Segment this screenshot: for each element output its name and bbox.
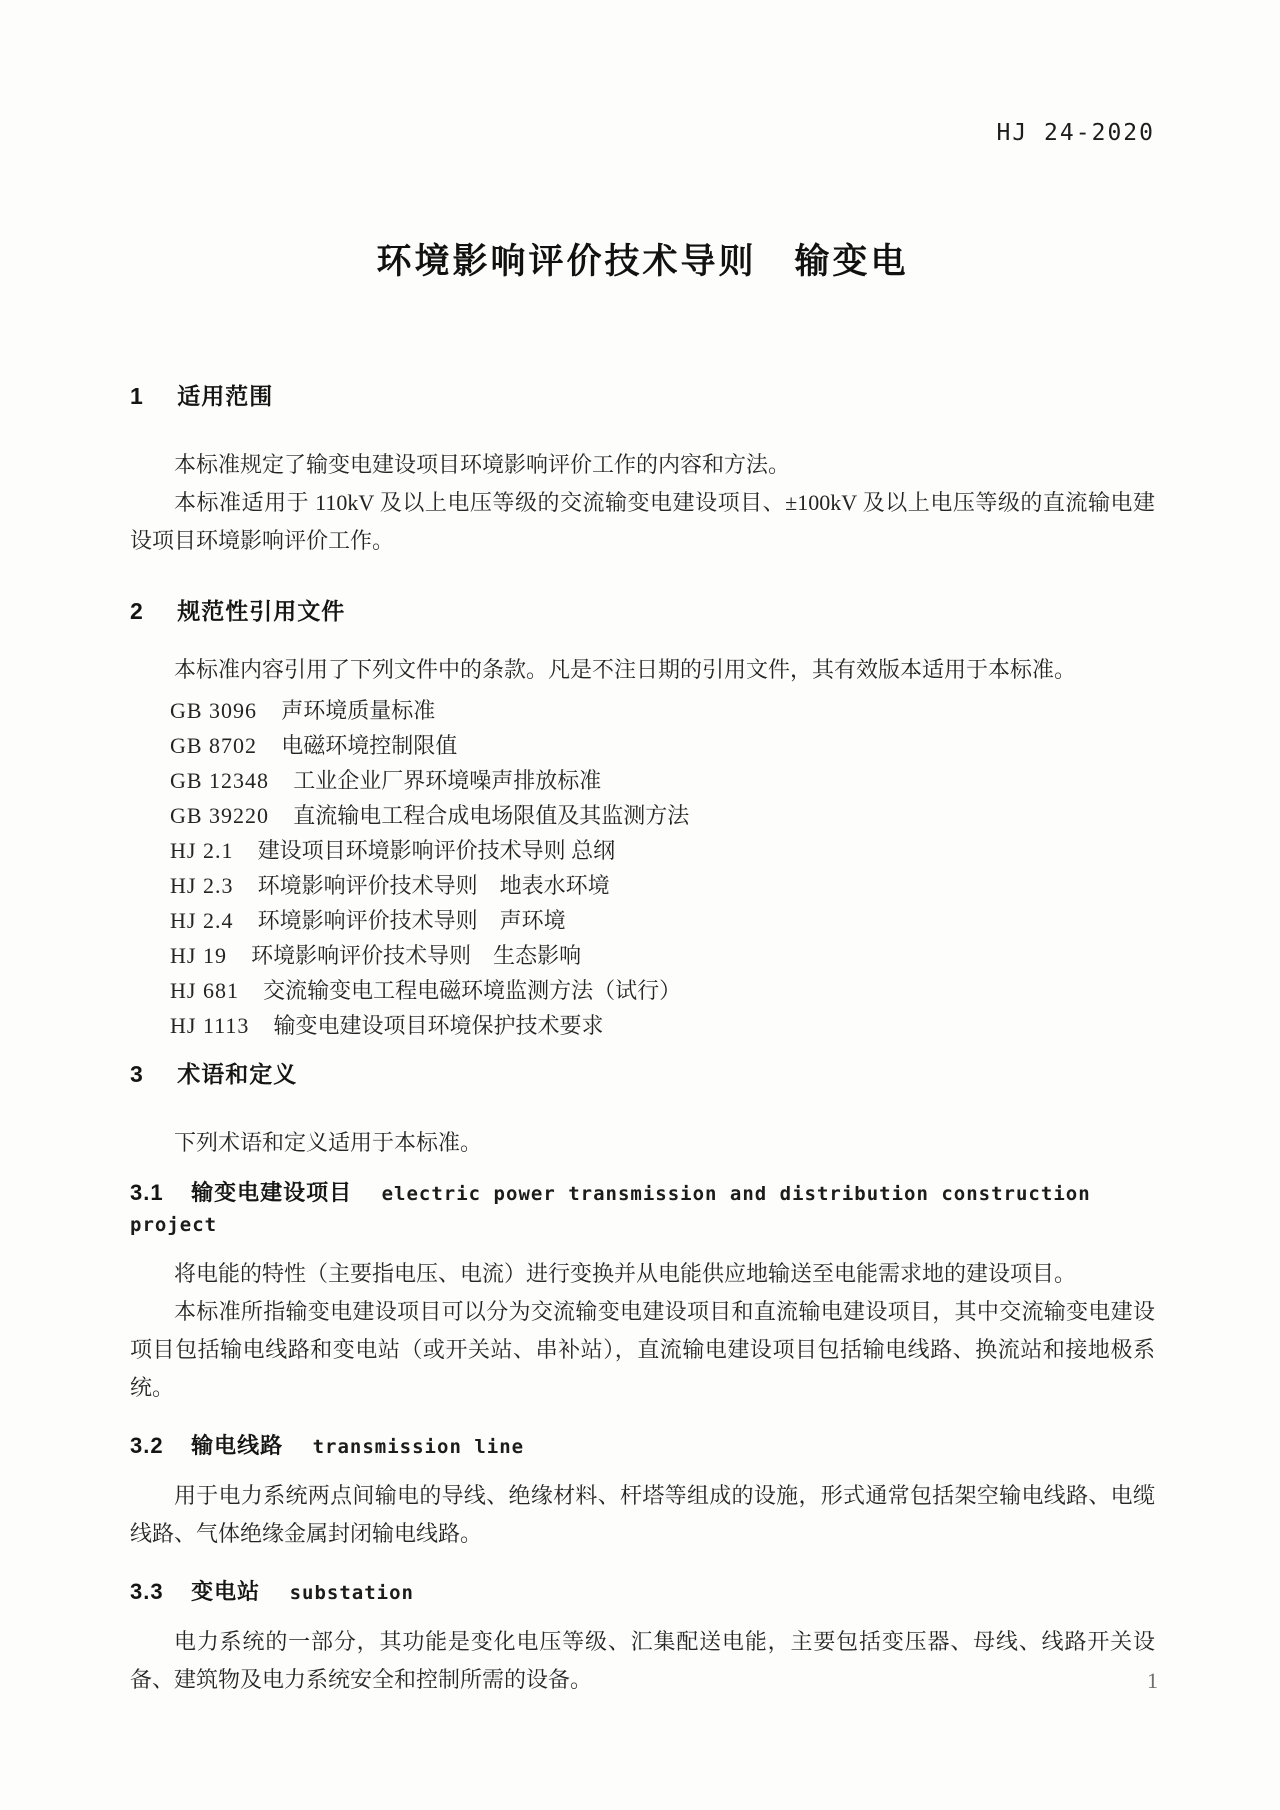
page-number: 1 [1147, 1668, 1158, 1693]
paragraph: 本标准适用于 110kV 及以上电压等级的交流输变电建设项目、±100kV 及以上电压等级的直流输电建设项目环境影响评价工作。 [130, 490, 1155, 553]
reference-item [170, 693, 1155, 728]
reference-title: 工业企业厂界环境噪声排放标准 [293, 768, 602, 793]
term-3-2-body [130, 1477, 1155, 1553]
term-3-1-heading [130, 1178, 1155, 1240]
reference-code: HJ 2.1 [170, 838, 234, 863]
reference-item [170, 1008, 1155, 1043]
section-2-body [130, 651, 1155, 689]
paragraph: 下列术语和定义适用于本标准。 [174, 1130, 483, 1155]
term-english: electric power transmission and distribution construction project [130, 1183, 1091, 1236]
reference-code: GB 39220 [170, 803, 270, 828]
reference-title: 建设项目环境影响评价技术导则 总纲 [257, 838, 616, 863]
section-2-title: 规范性引用文件 [177, 598, 346, 624]
section-3-body [130, 1124, 1155, 1162]
section-scope [130, 381, 1155, 560]
term-chinese: 输变电建设项目 [191, 1180, 353, 1205]
term-3-2-heading [130, 1431, 1155, 1462]
reference-title: 环境影响评价技术导则 生态影响 [251, 943, 582, 968]
term-transmission-line [130, 1431, 1155, 1553]
reference-item [170, 798, 1155, 833]
term-english: transmission line [312, 1436, 525, 1458]
term-number: 3.3 [130, 1579, 164, 1604]
reference-title: 直流输电工程合成电场限值及其监测方法 [293, 803, 690, 828]
reference-code: GB 8702 [170, 733, 258, 758]
reference-code: HJ 2.4 [170, 908, 234, 933]
paragraph: 电力系统的一部分，其功能是变化电压等级、汇集配送电能，主要包括变压器、母线、线路开关设备、建筑物及电力系统安全和控制所需的设备。 [130, 1629, 1155, 1692]
section-2-heading [130, 596, 1155, 626]
reference-item [170, 938, 1155, 973]
paragraph: 将电能的特性（主要指电压、电流）进行变换并从电能供应地输送至电能需求地的建设项目。 [174, 1261, 1077, 1286]
section-1-body [130, 446, 1155, 560]
term-english: substation [289, 1582, 414, 1604]
reference-title: 输变电建设项目环境保护技术要求 [273, 1013, 604, 1038]
reference-code: GB 3096 [170, 698, 258, 723]
section-terms-definitions [130, 1059, 1155, 1699]
doc-code: HJ 24-2020 [996, 120, 1155, 146]
reference-item [170, 868, 1155, 903]
reference-code: HJ 2.3 [170, 873, 234, 898]
reference-title: 交流输变电工程电磁环境监测方法（试行） [263, 978, 682, 1003]
term-substation [130, 1577, 1155, 1699]
reference-code: HJ 681 [170, 978, 239, 1003]
paragraph: 本标准所指输变电建设项目可以分为交流输变电建设项目和直流输电建设项目，其中交流输变电建设项目包括输电线路和变电站（或开关站、串补站），直流输电建设项目包括输电线路、换流站和接地极系统。 [130, 1299, 1155, 1400]
section-1-heading [130, 381, 1155, 411]
reference-item [170, 728, 1155, 763]
doc-title: 环境影响评价技术导则 输变电 [376, 242, 909, 281]
reference-item [170, 973, 1155, 1008]
reference-item [170, 903, 1155, 938]
reference-title: 环境影响评价技术导则 地表水环境 [257, 873, 610, 898]
reference-code: HJ 1113 [170, 1013, 250, 1038]
term-transmission-project [130, 1178, 1155, 1407]
reference-item [170, 833, 1155, 868]
section-2-number: 2 [130, 598, 144, 624]
term-number: 3.2 [130, 1433, 164, 1458]
reference-code: HJ 19 [170, 943, 227, 968]
section-3-title: 术语和定义 [177, 1061, 298, 1087]
term-number: 3.1 [130, 1180, 164, 1205]
section-3-number: 3 [130, 1061, 144, 1087]
section-3-heading [130, 1059, 1155, 1089]
section-1-number: 1 [130, 383, 144, 409]
term-chinese: 变电站 [191, 1579, 261, 1604]
section-normative-references [130, 596, 1155, 1043]
reference-item [170, 763, 1155, 798]
term-3-1-body [130, 1255, 1155, 1407]
reference-code: GB 12348 [170, 768, 270, 793]
doc-header [130, 0, 1155, 146]
term-3-3-heading [130, 1577, 1155, 1608]
term-chinese: 输电线路 [191, 1433, 284, 1458]
reference-title: 环境影响评价技术导则 声环境 [257, 908, 566, 933]
paragraph: 本标准规定了输变电建设项目环境影响评价工作的内容和方法。 [174, 452, 791, 477]
reference-title: 声环境质量标准 [281, 698, 436, 723]
paragraph: 用于电力系统两点间输电的导线、绝缘材料、杆塔等组成的设施，形式通常包括架空输电线路、电缆线路、气体绝缘金属封闭输电线路。 [130, 1483, 1155, 1546]
reference-title: 电磁环境控制限值 [281, 733, 458, 758]
reference-list [130, 693, 1155, 1043]
section-1-title: 适用范围 [177, 383, 274, 409]
paragraph: 本标准内容引用了下列文件中的条款。凡是不注日期的引用文件，其有效版本适用于本标准。 [174, 657, 1077, 682]
term-3-3-body [130, 1623, 1155, 1699]
